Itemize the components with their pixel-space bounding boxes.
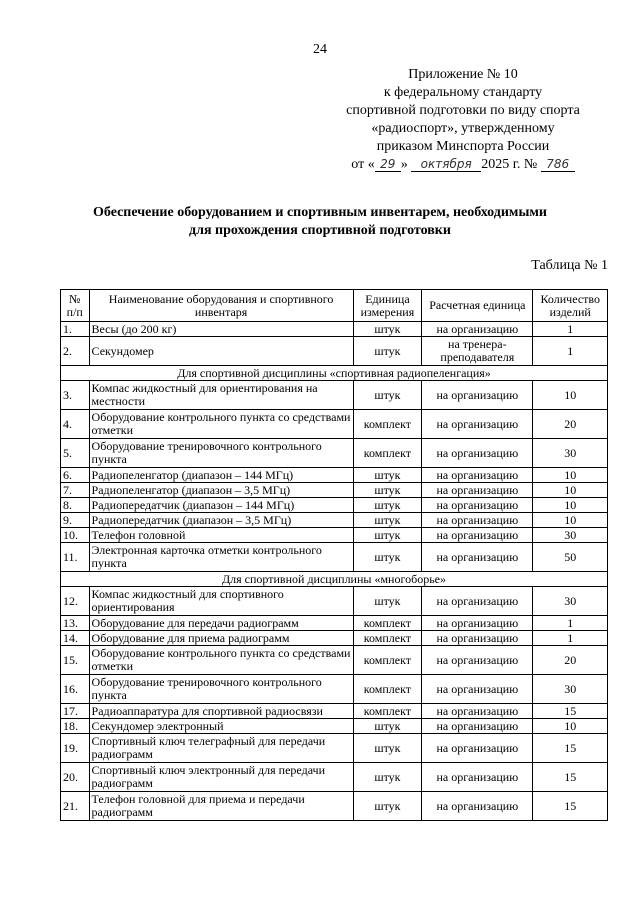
cell-name: Радиопеленгатор (диапазон – 3,5 МГц) bbox=[89, 483, 353, 498]
cell-name: Радиопеленгатор (диапазон – 144 МГц) bbox=[89, 468, 353, 483]
cell-unit: штук bbox=[353, 734, 421, 763]
table-row bbox=[61, 587, 608, 616]
cell-num: 12. bbox=[61, 587, 90, 616]
cell-qty: 1 bbox=[533, 337, 608, 366]
cell-num: 19. bbox=[61, 734, 90, 763]
appendix-line: к федеральному стандарту bbox=[383, 85, 543, 100]
cell-calc: на организацию bbox=[422, 410, 533, 439]
cell-unit: штук bbox=[353, 468, 421, 483]
cell-calc: на организацию bbox=[422, 704, 533, 719]
table-row bbox=[61, 631, 608, 646]
cell-qty: 50 bbox=[533, 543, 608, 572]
cell-calc: на организацию bbox=[422, 513, 533, 528]
cell-calc: на организацию bbox=[422, 675, 533, 704]
cell-qty: 30 bbox=[533, 675, 608, 704]
cell-qty: 10 bbox=[533, 719, 608, 734]
table-row bbox=[61, 513, 608, 528]
cell-calc: на организацию bbox=[422, 381, 533, 410]
cell-calc: на тренера-преподавателя bbox=[422, 337, 533, 366]
date-prefix: от « bbox=[351, 157, 375, 172]
title-line: Обеспечение оборудованием и спортивным инвентарем, необходимыми bbox=[93, 205, 547, 220]
cell-calc: на организацию bbox=[422, 792, 533, 821]
cell-name: Секундомер электронный bbox=[89, 719, 353, 734]
table-row bbox=[61, 675, 608, 704]
cell-name: Оборудование для приема радиограмм bbox=[89, 631, 353, 646]
cell-name: Спортивный ключ телеграфный для передачи радиограмм bbox=[89, 734, 353, 763]
section-row bbox=[61, 572, 608, 587]
appendix-line: Приложение № 10 bbox=[408, 67, 518, 82]
section-title: Для спортивной дисциплины «многоборье» bbox=[61, 572, 608, 587]
cell-unit: штук bbox=[353, 792, 421, 821]
header-name: Наименование оборудования и спортивного инвентаря bbox=[89, 290, 353, 322]
cell-unit: комплект bbox=[353, 616, 421, 631]
cell-calc: на организацию bbox=[422, 631, 533, 646]
cell-num: 17. bbox=[61, 704, 90, 719]
cell-unit: комплект bbox=[353, 646, 421, 675]
cell-num: 16. bbox=[61, 675, 90, 704]
date-year: 2025 г. № bbox=[481, 157, 538, 172]
table-row bbox=[61, 528, 608, 543]
cell-name: Радиопередатчик (диапазон – 3,5 МГц) bbox=[89, 513, 353, 528]
cell-calc: на организацию bbox=[422, 498, 533, 513]
cell-num: 15. bbox=[61, 646, 90, 675]
cell-qty: 30 bbox=[533, 528, 608, 543]
cell-num: 14. bbox=[61, 631, 90, 646]
appendix-block bbox=[318, 66, 608, 174]
cell-num: 18. bbox=[61, 719, 90, 734]
cell-num: 3. bbox=[61, 381, 90, 410]
cell-qty: 1 bbox=[533, 616, 608, 631]
cell-unit: комплект bbox=[353, 704, 421, 719]
table-row bbox=[61, 337, 608, 366]
date-month: октября bbox=[411, 157, 481, 172]
cell-num: 5. bbox=[61, 439, 90, 468]
cell-calc: на организацию bbox=[422, 439, 533, 468]
cell-num: 13. bbox=[61, 616, 90, 631]
table-header-row bbox=[61, 290, 608, 322]
table-row bbox=[61, 719, 608, 734]
cell-calc: на организацию bbox=[422, 483, 533, 498]
title-line: для прохождения спортивной подготовки bbox=[189, 223, 451, 238]
table-row bbox=[61, 792, 608, 821]
cell-calc: на организацию bbox=[422, 646, 533, 675]
cell-calc: на организацию bbox=[422, 528, 533, 543]
cell-num: 7. bbox=[61, 483, 90, 498]
cell-unit: штук bbox=[353, 337, 421, 366]
cell-unit: штук bbox=[353, 719, 421, 734]
section-title: Для спортивной дисциплины «спортивная радиопеленгация» bbox=[61, 366, 608, 381]
cell-name: Электронная карточка отметки контрольного пункта bbox=[89, 543, 353, 572]
cell-name: Весы (до 200 кг) bbox=[89, 322, 353, 337]
cell-qty: 1 bbox=[533, 631, 608, 646]
cell-unit: комплект bbox=[353, 410, 421, 439]
cell-name: Радиопередатчик (диапазон – 144 МГц) bbox=[89, 498, 353, 513]
equipment-table bbox=[60, 289, 608, 821]
cell-unit: штук bbox=[353, 513, 421, 528]
page-number: 24 bbox=[313, 42, 327, 57]
cell-unit: штук bbox=[353, 381, 421, 410]
cell-unit: штук bbox=[353, 483, 421, 498]
table-row bbox=[61, 543, 608, 572]
cell-qty: 20 bbox=[533, 646, 608, 675]
cell-unit: штук bbox=[353, 543, 421, 572]
cell-unit: штук bbox=[353, 528, 421, 543]
header-num: № п/п bbox=[61, 290, 90, 322]
table-row bbox=[61, 483, 608, 498]
table-row bbox=[61, 381, 608, 410]
table-row bbox=[61, 734, 608, 763]
table-label: Таблица № 1 bbox=[531, 258, 608, 273]
cell-calc: на организацию bbox=[422, 468, 533, 483]
cell-unit: штук bbox=[353, 322, 421, 337]
cell-qty: 15 bbox=[533, 792, 608, 821]
cell-num: 6. bbox=[61, 468, 90, 483]
cell-num: 10. bbox=[61, 528, 90, 543]
cell-qty: 1 bbox=[533, 322, 608, 337]
cell-calc: на организацию bbox=[422, 719, 533, 734]
cell-name: Оборудование тренировочного контрольного пункта bbox=[89, 439, 353, 468]
cell-name: Радиоаппаратура для спортивной радиосвязи bbox=[89, 704, 353, 719]
header-qty: Количество изделий bbox=[533, 290, 608, 322]
table-row bbox=[61, 763, 608, 792]
header-calc: Расчетная единица bbox=[422, 290, 533, 322]
cell-num: 1. bbox=[61, 322, 90, 337]
cell-num: 20. bbox=[61, 763, 90, 792]
table-row bbox=[61, 439, 608, 468]
table-row bbox=[61, 616, 608, 631]
cell-calc: на организацию bbox=[422, 734, 533, 763]
cell-name: Компас жидкостный для спортивного ориентирования bbox=[89, 587, 353, 616]
cell-unit: комплект bbox=[353, 439, 421, 468]
cell-qty: 10 bbox=[533, 513, 608, 528]
cell-num: 11. bbox=[61, 543, 90, 572]
cell-name: Телефон головной для приема и передачи радиограмм bbox=[89, 792, 353, 821]
cell-calc: на организацию bbox=[422, 322, 533, 337]
cell-qty: 30 bbox=[533, 587, 608, 616]
date-day: 29 bbox=[375, 157, 401, 172]
cell-unit: комплект bbox=[353, 675, 421, 704]
cell-qty: 20 bbox=[533, 410, 608, 439]
cell-name: Оборудование контрольного пункта со средствами отметки bbox=[89, 646, 353, 675]
cell-unit: штук bbox=[353, 763, 421, 792]
appendix-line: «радиоспорт», утвержденному bbox=[371, 121, 555, 136]
cell-num: 2. bbox=[61, 337, 90, 366]
appendix-line: спортивной подготовки по виду спорта bbox=[346, 103, 580, 118]
table-row bbox=[61, 646, 608, 675]
appendix-date-line bbox=[318, 156, 608, 174]
order-number: 786 bbox=[541, 157, 575, 172]
cell-num: 9. bbox=[61, 513, 90, 528]
cell-calc: на организацию bbox=[422, 763, 533, 792]
cell-qty: 10 bbox=[533, 483, 608, 498]
cell-num: 4. bbox=[61, 410, 90, 439]
cell-name: Секундомер bbox=[89, 337, 353, 366]
appendix-line: приказом Минспорта России bbox=[376, 139, 550, 154]
cell-qty: 30 bbox=[533, 439, 608, 468]
cell-name: Оборудование контрольного пункта со средствами отметки bbox=[89, 410, 353, 439]
cell-unit: штук bbox=[353, 587, 421, 616]
cell-name: Телефон головной bbox=[89, 528, 353, 543]
table-row bbox=[61, 704, 608, 719]
cell-unit: комплект bbox=[353, 631, 421, 646]
cell-num: 21. bbox=[61, 792, 90, 821]
table-row bbox=[61, 410, 608, 439]
cell-calc: на организацию bbox=[422, 543, 533, 572]
date-mid: » bbox=[400, 157, 408, 172]
header-unit: Единица измерения bbox=[353, 290, 421, 322]
cell-name: Оборудование тренировочного контрольного пункта bbox=[89, 675, 353, 704]
cell-unit: штук bbox=[353, 498, 421, 513]
cell-qty: 10 bbox=[533, 468, 608, 483]
document-title bbox=[60, 204, 580, 240]
table-row bbox=[61, 468, 608, 483]
cell-calc: на организацию bbox=[422, 616, 533, 631]
cell-name: Спортивный ключ электронный для передачи радиограмм bbox=[89, 763, 353, 792]
cell-name: Компас жидкостный для ориентирования на местности bbox=[89, 381, 353, 410]
table-row bbox=[61, 322, 608, 337]
cell-qty: 10 bbox=[533, 498, 608, 513]
cell-name: Оборудование для передачи радиограмм bbox=[89, 616, 353, 631]
cell-qty: 15 bbox=[533, 734, 608, 763]
table-row bbox=[61, 498, 608, 513]
cell-qty: 15 bbox=[533, 763, 608, 792]
cell-calc: на организацию bbox=[422, 587, 533, 616]
section-row bbox=[61, 366, 608, 381]
cell-qty: 10 bbox=[533, 381, 608, 410]
cell-num: 8. bbox=[61, 498, 90, 513]
cell-qty: 15 bbox=[533, 704, 608, 719]
